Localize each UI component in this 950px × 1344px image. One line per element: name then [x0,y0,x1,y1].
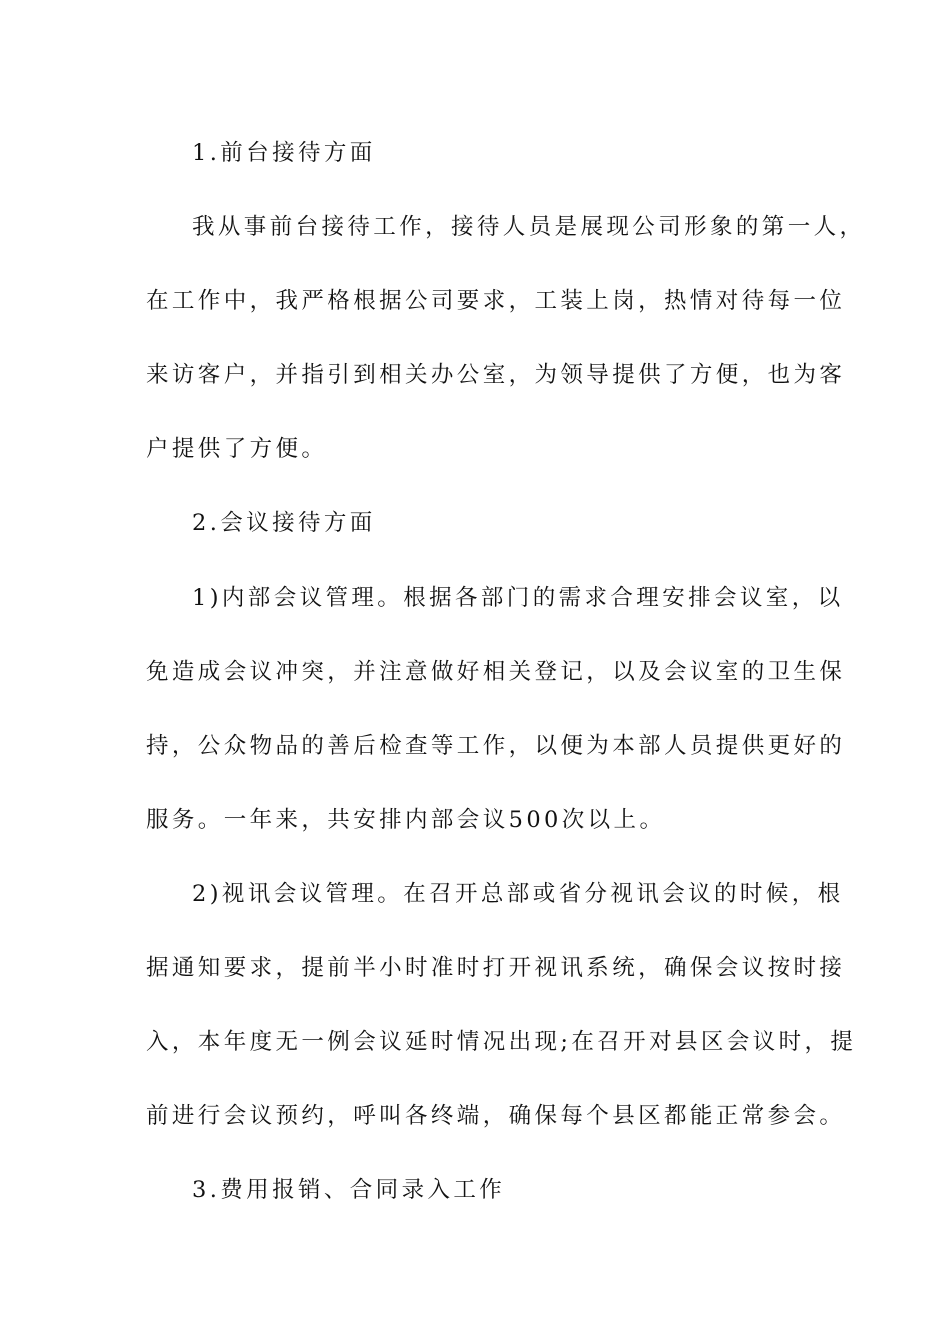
section-heading-expense: 3.费用报销、合同录入工作 [192,1177,506,1203]
paragraph-line: 入，本年度无一例会议延时情况出现;在召开对县区会议时，提 [146,1029,857,1055]
paragraph-line: 在工作中，我严格根据公司要求，工装上岗，热情对待每一位 [146,288,846,314]
section-heading-meeting: 2.会议接待方面 [192,510,376,536]
paragraph-line: 持，公众物品的善后检查等工作，以便为本部人员提供更好的 [146,733,846,759]
paragraph-line: 前进行会议预约，呼叫各终端，确保每个县区都能正常参会。 [146,1103,846,1129]
section-heading-front-desk: 1.前台接待方面 [192,140,376,166]
paragraph-line: 据通知要求，提前半小时准时打开视讯系统，确保会议按时接 [146,955,846,981]
paragraph-line: 我从事前台接待工作，接待人员是展现公司形象的第一人， [192,214,866,240]
paragraph-line: 服务。一年来，共安排内部会议500次以上。 [146,807,666,833]
paragraph-line: 2)视讯会议管理。在召开总部或省分视讯会议的时候，根 [192,881,844,907]
paragraph-line: 1)内部会议管理。根据各部门的需求合理安排会议室，以 [192,585,844,611]
paragraph-line: 户提供了方便。 [146,436,328,462]
paragraph-line: 免造成会议冲突，并注意做好相关登记，以及会议室的卫生保 [146,659,846,685]
paragraph-line: 来访客户，并指引到相关办公室，为领导提供了方便，也为客 [146,362,846,388]
